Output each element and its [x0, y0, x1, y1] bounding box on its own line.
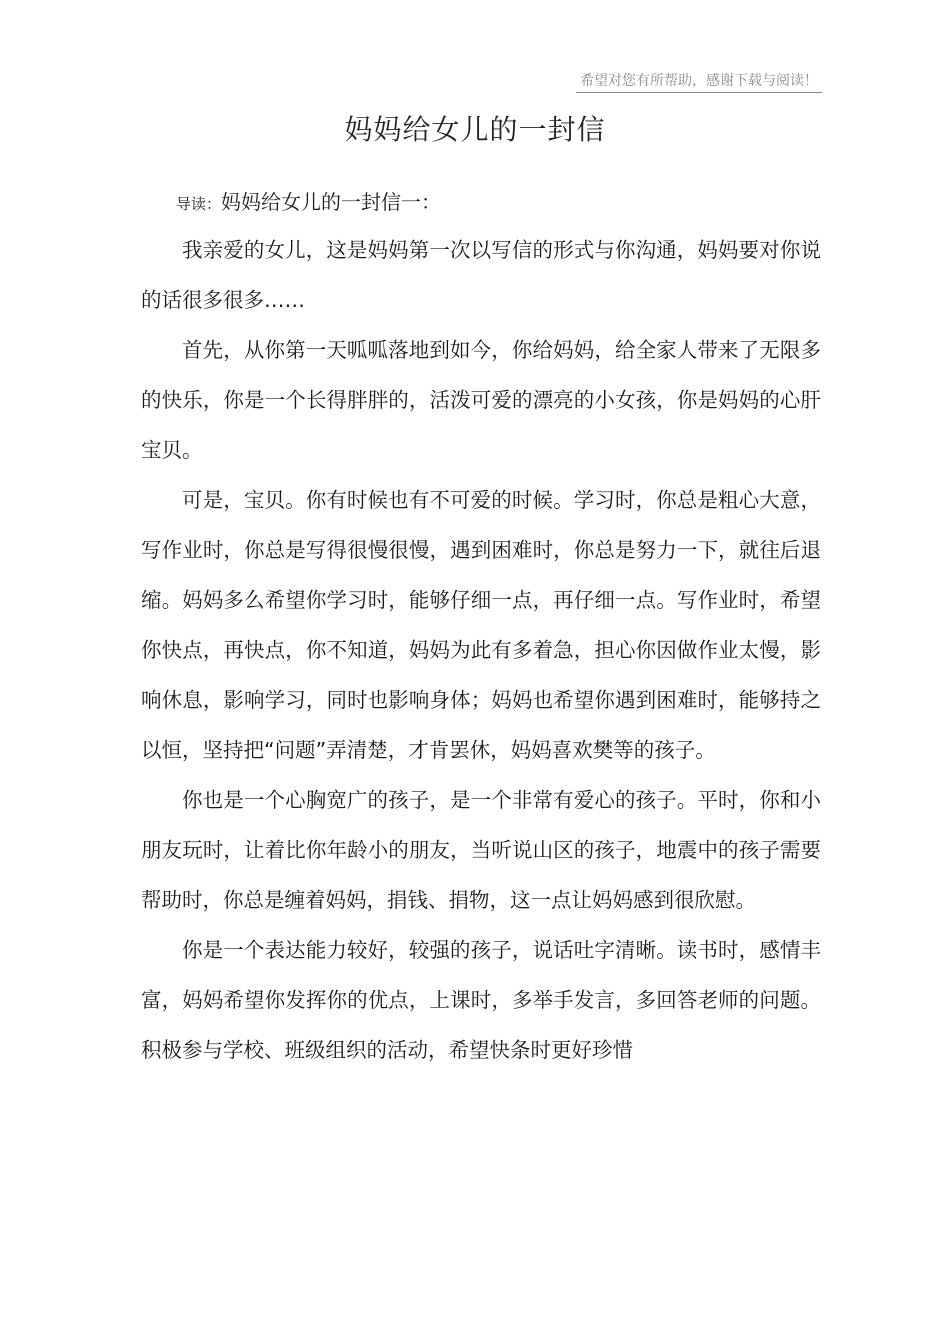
paragraph-4: 你也是一个心胸宽广的孩子，是一个非常有爱心的孩子。平时，你和小朋友玩时，让着比你年龄小的朋友，当听说山区的孩子，地震中的孩子需要帮助时，你总是缠着妈妈，捐钱、捐物，这一点让妈妈感到很欣慰。: [141, 788, 821, 912]
header-note: 希望对您有所帮助，感谢下载与阅读！: [576, 70, 822, 93]
paragraph-3: 可是，宝贝。你有时候也有不可爱的时候。学习时，你总是粗心大意，写作业时，你总是写得很慢很慢，遇到困难时，你总是努力一下，就往后退缩。妈妈多么希望你学习时，能够仔细一点，再仔细一点。写作业时，希望你快点，再快点，你不知道，妈妈为此有多着急，担心你因做作业太慢，影响休息，影响学习，同时也影响身体；妈妈也希望你遇到困难时，能够持之以恒，坚持把“问题”弄清楚，才肯罢休，妈妈喜欢樊等的孩子。: [141, 488, 821, 762]
intro-text: 妈妈给女儿的一封信一：: [221, 190, 442, 214]
intro-line: [176, 186, 441, 215]
intro-label: 导读：: [176, 195, 222, 213]
letter-body: [141, 225, 821, 1075]
document-title: 妈妈给女儿的一封信: [344, 113, 606, 146]
paragraph-5: 你是一个表达能力较好，较强的孩子，说话吐字清晰。读书时，感情丰富，妈妈希望你发挥你的优点，上课时，多举手发言，多回答老师的问题。积极参与学校、班级组织的活动，希望快条时更好珍惜: [141, 938, 821, 1062]
paragraph-1: 我亲爱的女儿，这是妈妈第一次以写信的形式与你沟通，妈妈要对你说的话很多很多……: [141, 238, 821, 312]
paragraph-2: 首先，从你第一天呱呱落地到如今，你给妈妈，给全家人带来了无限多的快乐，你是一个长得胖胖的，活泼可爱的漂亮的小女孩，你是妈妈的心肝宝贝。: [141, 338, 821, 462]
